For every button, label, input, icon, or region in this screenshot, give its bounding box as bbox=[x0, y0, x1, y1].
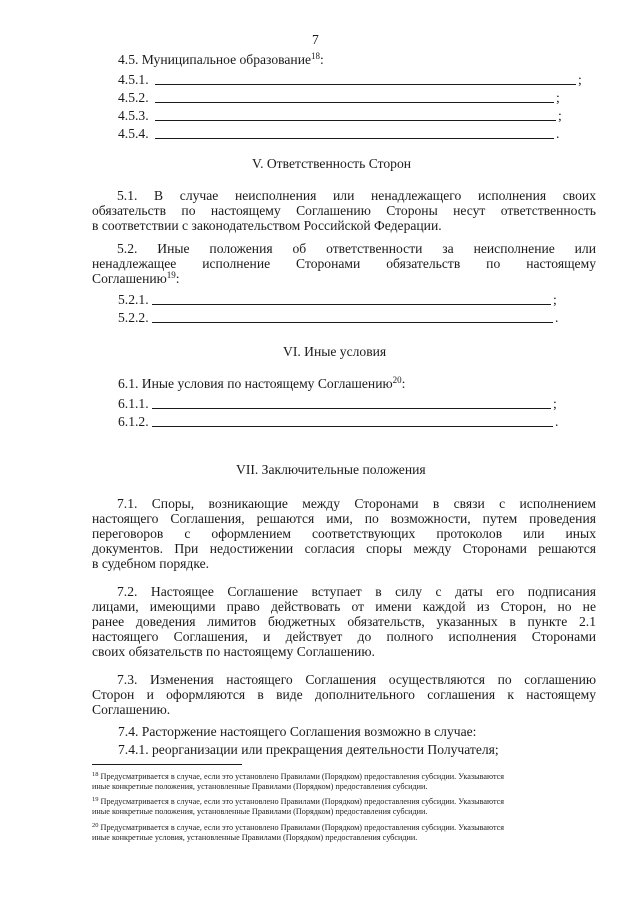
clause-4-5-1-label: 4.5.1. bbox=[118, 72, 149, 87]
clause-6-1-1-label: 6.1.1. bbox=[118, 396, 149, 411]
clause-5-1: 5.1. В случае неисполнения или ненадлежащего исполнения своих обязательств по настоящему Соглашению Стороны несут ответственность в соответствии с законодательством Российской Федерации. bbox=[92, 188, 596, 233]
clause-5-2-1-label: 5.2.1. bbox=[118, 292, 149, 307]
section-5-heading: V. Ответственность Сторон bbox=[252, 156, 412, 171]
clause-7-1: 7.1. Споры, возникающие между Сторонами в связи с исполнением настоящего Соглашения, решаются ими, по возможности, путем проведения переговоров с оформлением соответствующих протоколов или иных документов. При недостижении согласия споры между Сторонами решаются в судебном порядке. bbox=[92, 496, 596, 571]
clause-end-mark: . bbox=[556, 126, 560, 141]
blank-line bbox=[152, 408, 551, 409]
clause-end-mark: . bbox=[555, 414, 559, 429]
clause-6-1: 6.1. Иные условия по настоящему Соглашению$^{20}$: bbox=[118, 375, 406, 391]
blank-line bbox=[155, 102, 554, 103]
clause-end-mark: ; bbox=[578, 72, 582, 87]
clause-7-4-1: 7.4.1. реорганизации или прекращения деятельности Получателя; bbox=[118, 742, 499, 757]
blank-line bbox=[155, 138, 554, 139]
blank-line bbox=[155, 84, 576, 85]
clause-4-5-2-label: 4.5.2. bbox=[118, 90, 149, 105]
footnote-19: $^{19}$ Предусматривается в случае, если это установлено Правилами (Порядком) предоставления субсидии. Указываются иные конкретные положения, установленные Правилами (Порядком) предоставления субсидии. bbox=[92, 796, 505, 816]
clause-end-mark: ; bbox=[556, 90, 560, 105]
clause-4-5-4-label: 4.5.4. bbox=[118, 126, 149, 141]
clause-7-2: 7.2. Настоящее Соглашение вступает в силу с даты его подписания лицами, имеющими право действовать от имени каждой из Сторон, но не ранее доведения лимитов бюджетных обязательств, указанных в пункте 2.1 настоящего Соглашения, и действует до полного исполнения Сторонами своих обязательств по настоящему Соглашению. bbox=[92, 584, 596, 659]
blank-line bbox=[155, 120, 556, 121]
section-7-heading: VII. Заключительные положения bbox=[236, 462, 426, 477]
blank-line bbox=[152, 304, 551, 305]
clause-7-4: 7.4. Расторжение настоящего Соглашения возможно в случае: bbox=[118, 724, 477, 739]
clause-5-2-2-label: 5.2.2. bbox=[118, 310, 149, 325]
page-number: 7 bbox=[312, 32, 319, 47]
blank-line bbox=[152, 322, 553, 323]
clause-5-2: 5.2. Иные положения об ответственности за неисполнение или ненадлежащее исполнение Сторонами обязательств по настоящему Соглашению$^{19}$: bbox=[92, 241, 596, 286]
clause-end-mark: ; bbox=[553, 396, 557, 411]
clause-4-5-title: 4.5. Муниципальное образование$^{18}$: bbox=[118, 51, 324, 67]
clause-4-5-3-label: 4.5.3. bbox=[118, 108, 149, 123]
clause-7-3: 7.3. Изменения настоящего Соглашения осуществляются по соглашению Сторон и оформляются в виде дополнительного соглашения к настоящему Соглашению. bbox=[92, 672, 596, 717]
blank-line bbox=[152, 426, 553, 427]
clause-6-1-2-label: 6.1.2. bbox=[118, 414, 149, 429]
footnote-separator bbox=[92, 764, 242, 765]
clause-end-mark: ; bbox=[553, 292, 557, 307]
footnote-18: $^{18}$ Предусматривается в случае, если это установлено Правилами (Порядком) предоставления субсидии. Указываются иные конкретные положения, установленные Правилами (Порядком) предоставления субсидии. bbox=[92, 771, 505, 791]
clause-end-mark: ; bbox=[558, 108, 562, 123]
section-6-heading: VI. Иные условия bbox=[283, 344, 387, 359]
clause-end-mark: . bbox=[555, 310, 559, 325]
footnote-20: $^{20}$ Предусматривается в случае, если это установлено Правилами (Порядком) предоставления субсидии. Указываются иные конкретные условия, установленные Правилами (Порядком) предоставления субсидии. bbox=[92, 822, 505, 842]
